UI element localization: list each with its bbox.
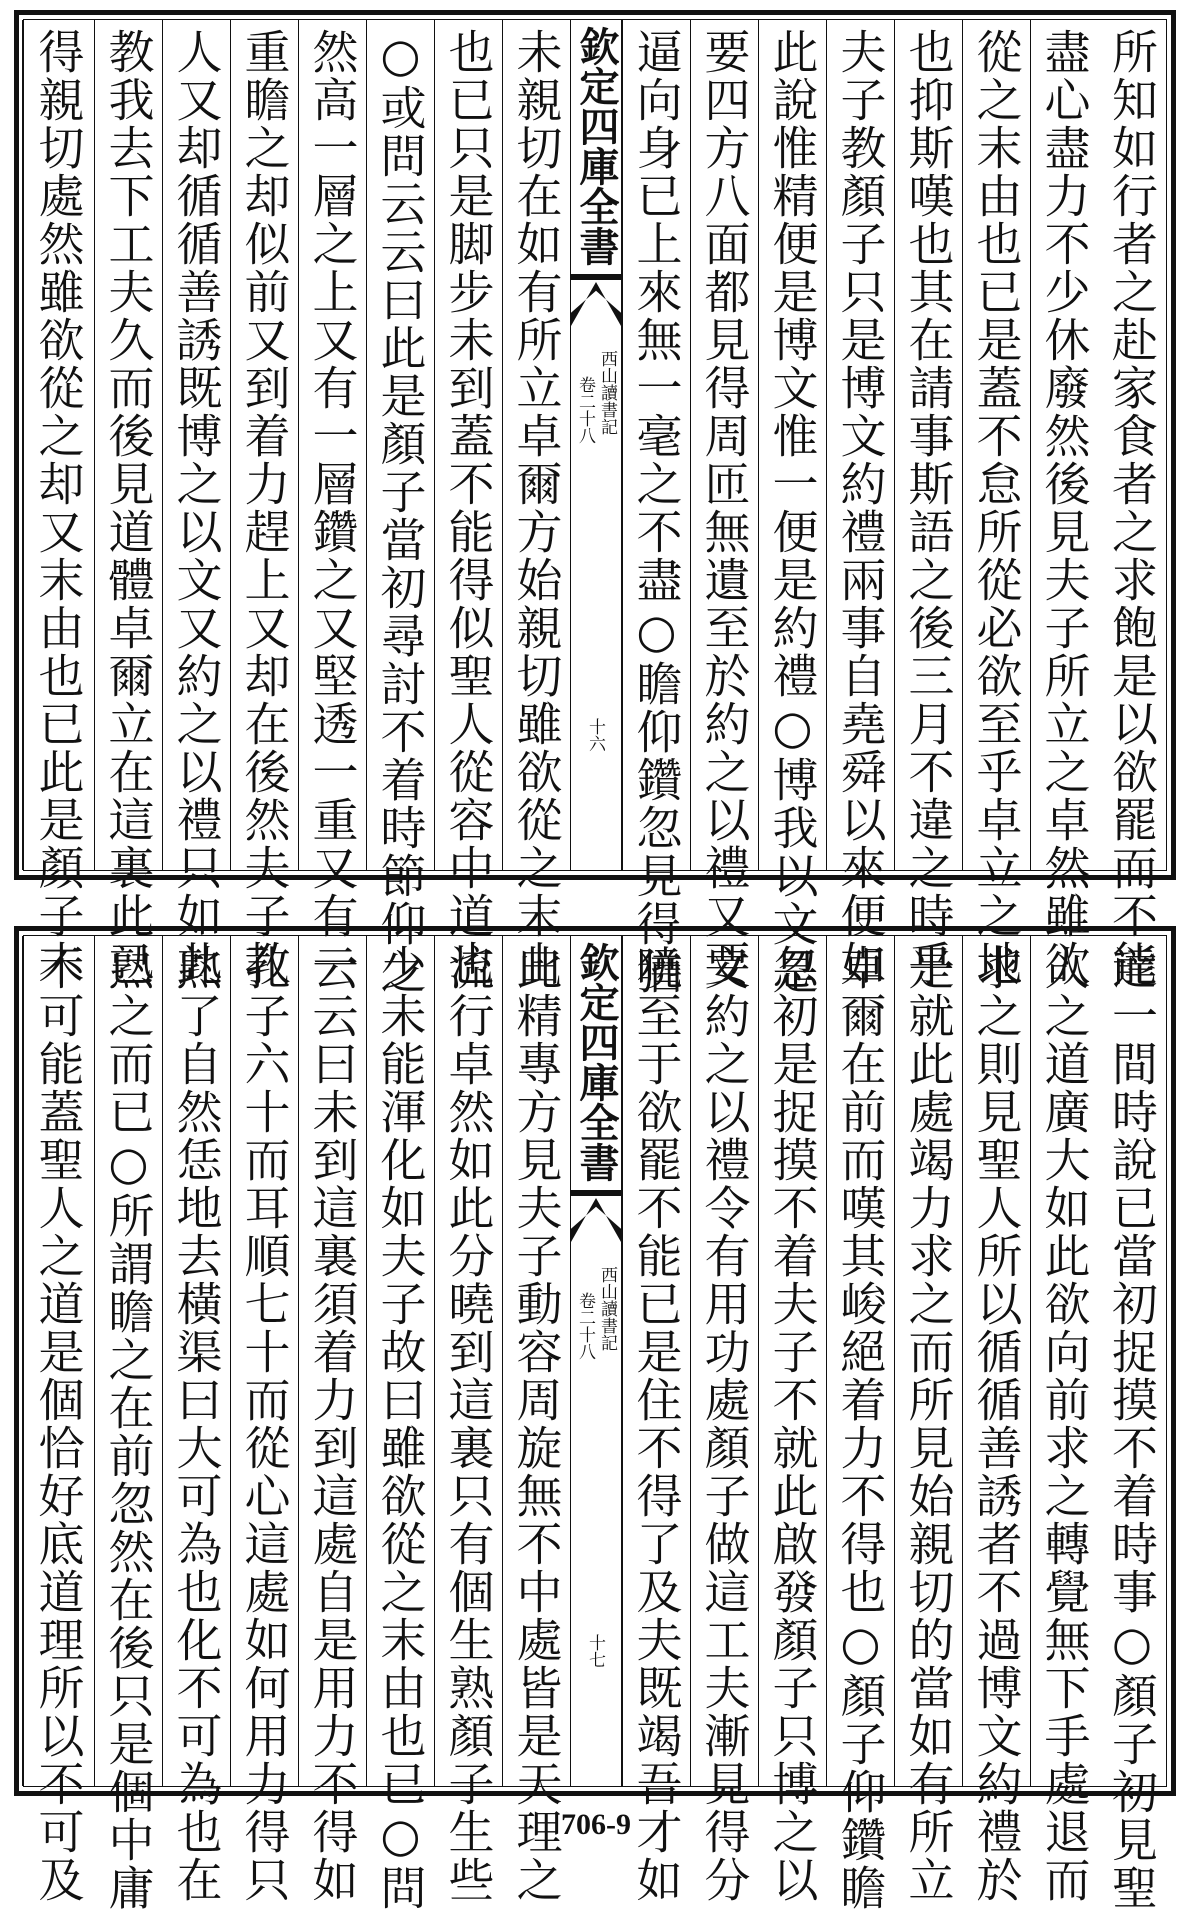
text-column: 忽初是捉摸不着夫子不就此啟發顏子只博之以	[758, 936, 826, 1786]
page-frame	[23, 19, 1167, 996]
header-title: 欽定四庫全書	[573, 26, 620, 266]
text-column: 少未能渾化如夫子故曰雖欲從之末由也已○問	[366, 936, 434, 1786]
text-column: 未親切在如有所立卓爾方始親切雖欲從之末由	[502, 20, 570, 870]
text-column: 此精專方見夫子動容周旋無不中處皆是天理之	[502, 936, 570, 1786]
fish-tail-ornament	[571, 282, 621, 326]
text-column: 卓爾在前而嘆其峻絕着力不得也○顏子仰鑽瞻	[826, 936, 894, 1786]
text-column: 孔子六十而耳順七十而從心這處如何用力得只	[230, 936, 298, 1786]
text-column: 人又却循循善誘既博之以文又約之以禮只如此	[162, 20, 230, 870]
page-number: 十六	[585, 718, 605, 752]
text-column: 此說惟精便是博文惟一便是約禮○博我以文是	[758, 20, 826, 870]
page-top	[14, 10, 1176, 996]
text-column: 人之道廣大如此欲向前求之轉覺無下手處退而	[1030, 936, 1098, 1786]
header-title: 欽定四庫全書	[573, 942, 620, 1182]
text-column: 教我去下工夫久而後見道體卓爾立在這裏此已	[94, 20, 162, 870]
text-column: 熟了自然恁地去橫渠曰大可為也化不可為也在	[162, 936, 230, 1786]
text-column: 熟之而已○所謂瞻之在前忽然在後只是個中庸	[94, 936, 162, 1786]
volume-label: 卷二十八	[575, 376, 595, 444]
text-column: 也抑斯嘆也其在請事斯語之後三月不違之時乎	[894, 20, 962, 870]
text-column: 逼向身已上來無一毫之不盡○瞻仰鑽忽見得猶	[622, 20, 690, 870]
text-column: 盡心盡力不少休廢然後見夫子所立之卓然雖欲	[1030, 20, 1098, 870]
page-number: 十七	[585, 1634, 605, 1668]
book-name: 西山讀書記	[597, 1266, 617, 1351]
text-column: 也已只是脚步未到蓋不能得似聖人從容中道也	[434, 20, 502, 870]
fish-tail-ornament	[571, 274, 621, 280]
text-column: 達一間時說已當初捉摸不着時事○顏子初見聖	[1105, 944, 1159, 1912]
text-column: 從之末由也已是蓋不怠所從必欲至乎卓立之地	[962, 20, 1030, 870]
page-center-strip	[570, 20, 622, 870]
book-name: 西山讀書記	[597, 350, 617, 435]
text-column: 要四方八面都見得周匝無遺至於約之以禮又要	[690, 20, 758, 870]
text-column: 云云曰未到這裏須着力到這處自是用力不得如	[298, 936, 366, 1786]
text-column: 求之則見聖人所以循循善誘者不過博文約禮於	[962, 936, 1030, 1786]
text-column: 然高一層之上又有一層鑽之又堅透一重又有一	[298, 20, 366, 870]
fish-tail-ornament	[571, 1190, 621, 1196]
text-column: 曉至于欲罷不能已是住不得了及夫既竭吾才如	[622, 936, 690, 1786]
text-column: 流行卓然如此分曉到這裏只有個生熟顏子生些	[434, 936, 502, 1786]
text-column: 所知如行者之赴家食者之求飽是以欲罷而不能	[1105, 28, 1159, 988]
text-column: 重瞻之却似前又到着力趕上又却在後然夫子教	[230, 20, 298, 870]
text-column: ○或問云云曰此是顏子當初尋討不着時節仰之	[366, 20, 434, 870]
page-footer-number: 706-9	[561, 1808, 631, 1841]
volume-label: 卷二十八	[575, 1292, 595, 1360]
text-column: 是就此處竭力求之而所見始親切的當如有所立	[894, 936, 962, 1786]
fish-tail-ornament	[571, 1198, 621, 1242]
page-center-strip	[570, 936, 622, 1786]
text-column: 夫子教顏子只是博文約禮兩事自堯舜以來便如	[826, 20, 894, 870]
text-column: 文約之以禮令有用功處顏子做這工夫漸見得分	[690, 936, 758, 1786]
text-column: 不可能蓋聖人之道是個恰好底道理所以不可及	[22, 936, 94, 1786]
text-column: 得親切處然雖欲從之却又末由也已此是顏子未	[22, 20, 94, 870]
